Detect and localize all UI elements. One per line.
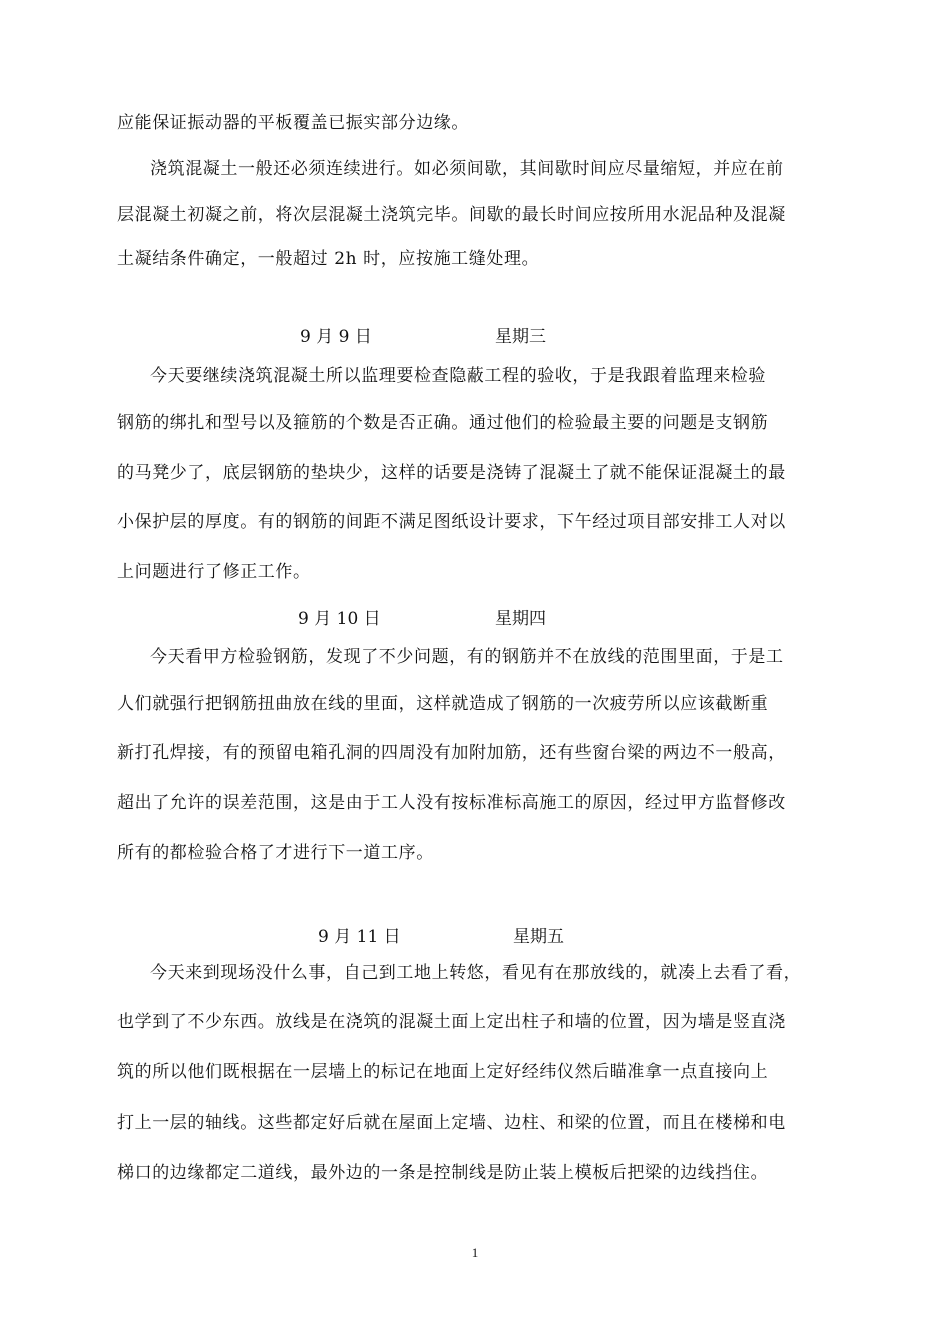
paragraph-line: 所有的都检验合格了才进行下一道工序。 [117, 843, 434, 863]
paragraph-line: 今天看甲方检验钢筋，发现了不少问题，有的钢筋并不在放线的范围里面，于是工 [150, 647, 784, 667]
paragraph-line: 浇筑混凝土一般还必须连续进行。如必须间歇，其间歇时间应尽量缩短，并应在前 [150, 159, 784, 179]
entry-weekday: 星期三 [495, 327, 546, 347]
paragraph-line: 今天来到现场没什么事，自己到工地上转悠，看见有在那放线的，就凑上去看了看， [150, 963, 802, 983]
paragraph-line: 层混凝土初凝之前，将次层混凝土浇筑完毕。间歇的最长时间应按所用水泥品种及混凝 [117, 205, 786, 225]
entry-weekday: 星期五 [513, 927, 564, 947]
paragraph-line: 新打孔焊接，有的预留电箱孔洞的四周没有加附加筋，还有些窗台梁的两边不一般高， [117, 743, 786, 763]
paragraph-line: 土凝结条件确定，一般超过 2h 时，应按施工缝处理。 [117, 249, 540, 269]
entry-date: 9 月 9 日 [300, 327, 372, 347]
paragraph-line: 的马凳少了，底层钢筋的垫块少，这样的话要是浇铸了混凝土了就不能保证混凝土的最 [117, 463, 786, 483]
paragraph-line: 打上一层的轴线。这些都定好后就在屋面上定墙、边柱、和梁的位置，而且在楼梯和电 [117, 1113, 786, 1133]
paragraph-line: 上问题进行了修正工作。 [117, 562, 311, 582]
paragraph-line: 今天要继续浇筑混凝土所以监理要检查隐蔽工程的验收，于是我跟着监理来检验 [150, 366, 766, 386]
page-number: 1 [471, 1245, 479, 1260]
entry-weekday: 星期四 [495, 609, 546, 629]
entry-date: 9 月 10 日 [298, 609, 381, 629]
paragraph-line: 小保护层的厚度。有的钢筋的间距不满足图纸设计要求，下午经过项目部安排工人对以 [117, 512, 786, 532]
paragraph-line: 梯口的边缘都定二道线，最外边的一条是控制线是防止装上模板后把梁的边线挡住。 [117, 1163, 769, 1183]
paragraph-line: 人们就强行把钢筋扭曲放在线的里面，这样就造成了钢筋的一次疲劳所以应该截断重 [117, 694, 769, 714]
paragraph-line: 筑的所以他们既根据在一层墙上的标记在地面上定好经纬仪然后瞄准拿一点直接向上 [117, 1062, 769, 1082]
entry-date: 9 月 11 日 [318, 927, 401, 947]
paragraph-line: 也学到了不少东西。放线是在浇筑的混凝土面上定出柱子和墙的位置，因为墙是竖直浇 [117, 1012, 786, 1032]
paragraph-line: 应能保证振动器的平板覆盖已振实部分边缘。 [117, 113, 469, 133]
paragraph-line: 超出了允许的误差范围，这是由于工人没有按标准标高施工的原因，经过甲方监督修改 [117, 793, 786, 813]
paragraph-line: 钢筋的绑扎和型号以及箍筋的个数是否正确。通过他们的检验最主要的问题是支钢筋 [117, 413, 769, 433]
